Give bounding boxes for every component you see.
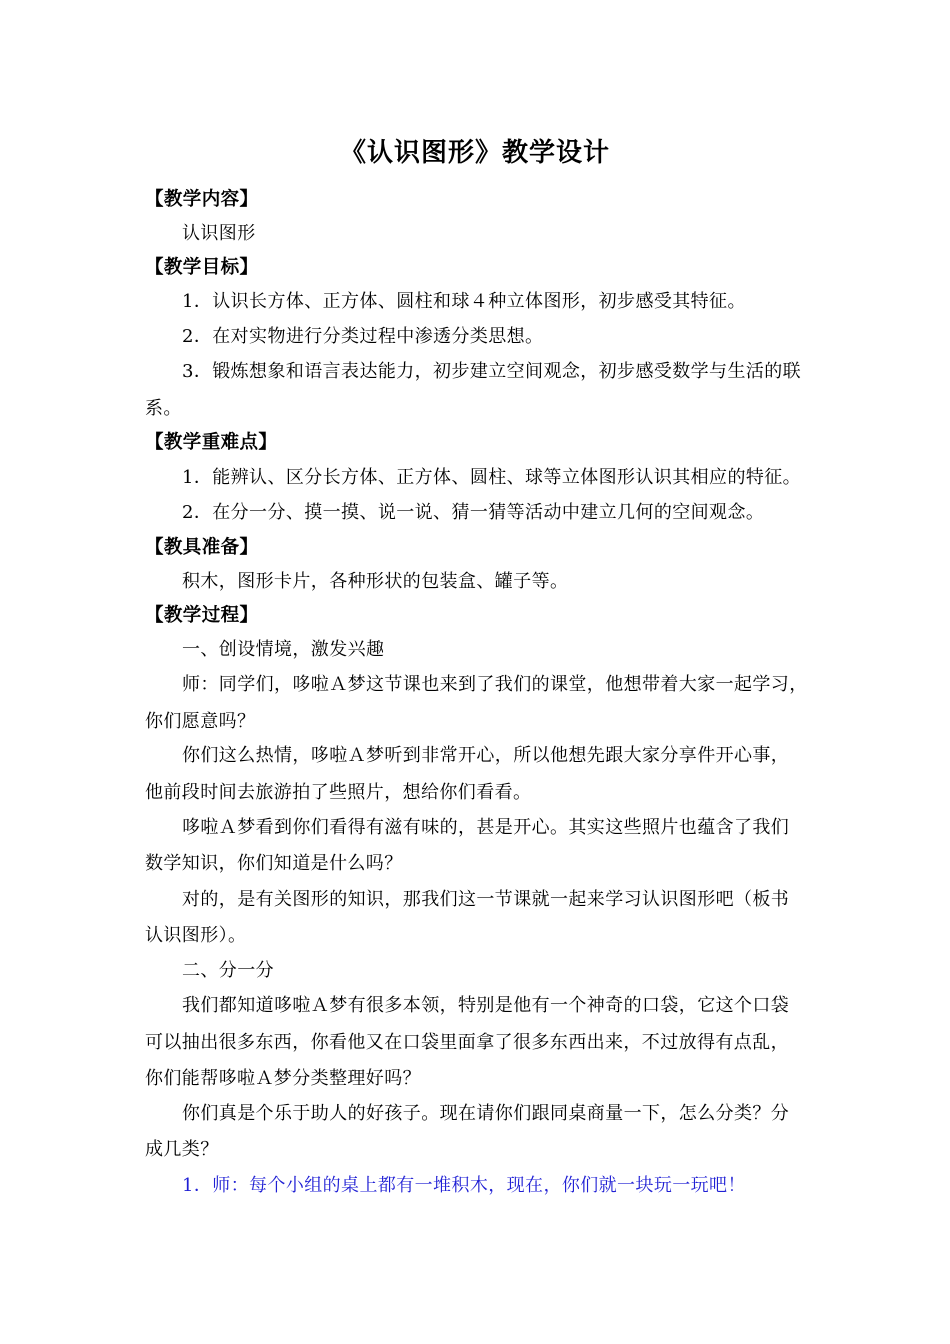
paragraph-line: 他前段时间去旅游拍了些照片，想给你们看看。	[145, 782, 532, 803]
paragraph-line: 你们真是个乐于助人的好孩子。现在请你们跟同桌商量一下，怎么分类？分	[182, 1103, 790, 1124]
paragraph-line: 认识图形	[182, 223, 256, 244]
document-title: 《认识图形》教学设计	[339, 138, 610, 168]
section-heading-key-points: 【教学重难点】	[145, 432, 278, 453]
paragraph-line: 你们能帮哆啦Ａ梦分类整理好吗？	[145, 1068, 421, 1089]
paragraph-line: 成几类？	[145, 1139, 219, 1160]
paragraph-line: 二、分一分	[182, 960, 274, 981]
section-heading-materials: 【教具准备】	[145, 537, 259, 558]
paragraph-line: 哆啦Ａ梦看到你们看得有滋有味的，甚是开心。其实这些照片也蕴含了我们	[182, 817, 790, 838]
section-heading-content: 【教学内容】	[145, 189, 259, 210]
paragraph-line: 2．在分一分、摸一摸、说一说、猜一猜等活动中建立几何的空间观念。	[182, 502, 765, 523]
paragraph-line: 认识图形）。	[145, 925, 247, 946]
highlighted-paragraph-line: 1．师：每个小组的桌上都有一堆积木，现在，你们就一块玩一玩吧！	[182, 1175, 746, 1196]
paragraph-line: 数学知识，你们知道是什么吗？	[145, 853, 403, 874]
section-heading-objectives: 【教学目标】	[145, 257, 259, 278]
paragraph-line: 我们都知道哆啦Ａ梦有很多本领，特别是他有一个神奇的口袋，它这个口袋	[182, 995, 790, 1016]
paragraph-line: 师：同学们，哆啦Ａ梦这节课也来到了我们的课堂，他想带着大家一起学习，	[182, 674, 808, 695]
paragraph-line: 一、创设情境，激发兴趣	[182, 639, 385, 660]
paragraph-line: 积木，图形卡片，各种形状的包装盒、罐子等。	[182, 571, 569, 592]
paragraph-line: 你们这么热情，哆啦Ａ梦听到非常开心，所以他想先跟大家分享件开心事，	[182, 745, 790, 766]
paragraph-line: 1．认识长方体、正方体、圆柱和球４种立体图形，初步感受其特征。	[182, 291, 746, 312]
paragraph-line: 你们愿意吗？	[145, 711, 256, 732]
paragraph-line: 可以抽出很多东西，你看他又在口袋里面拿了很多东西出来，不过放得有点乱，	[145, 1032, 789, 1053]
paragraph-line: 1．能辨认、区分长方体、正方体、圆柱、球等立体图形认识其相应的特征。	[182, 467, 802, 488]
section-heading-process: 【教学过程】	[145, 605, 259, 626]
paragraph-line: 3．锻炼想象和语言表达能力，初步建立空间观念，初步感受数学与生活的联	[182, 361, 802, 382]
paragraph-line: 系。	[145, 398, 182, 419]
paragraph-line: 2．在对实物进行分类过程中渗透分类思想。	[182, 326, 544, 347]
paragraph-line: 对的，是有关图形的知识，那我们这一节课就一起来学习认识图形吧（板书	[182, 889, 790, 910]
